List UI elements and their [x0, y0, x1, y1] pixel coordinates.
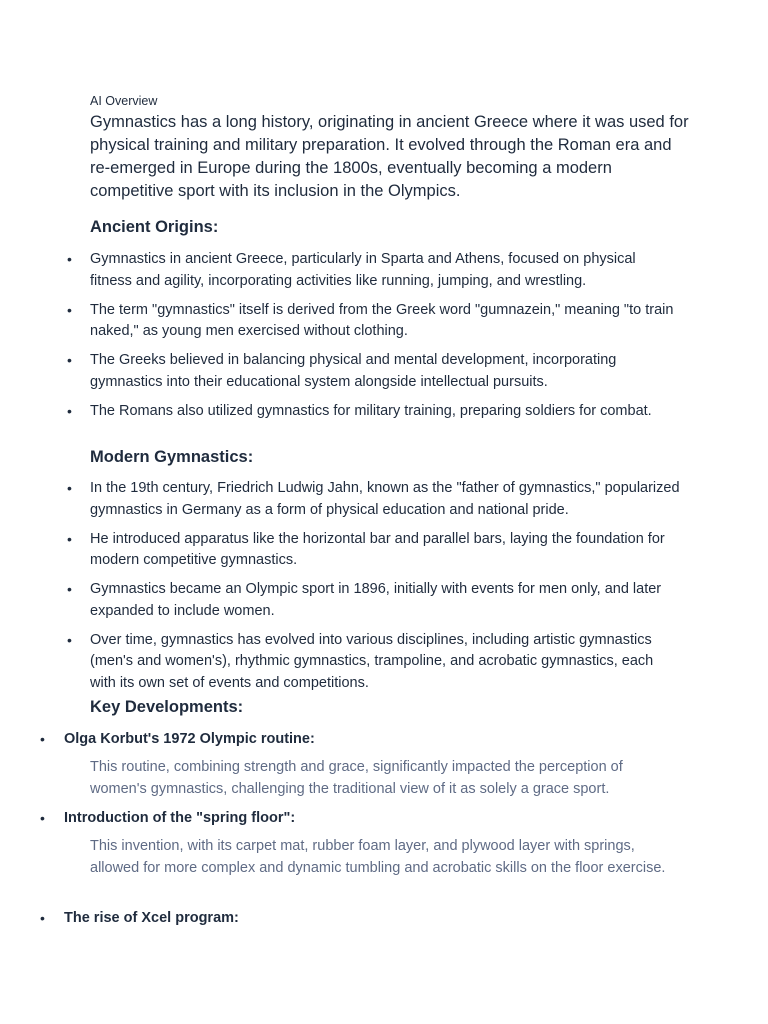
overview-intro-paragraph: Gymnastics has a long history, originating in ancient Greece where it was used for physical training and military preparation. It evolved through the Roman era and re-emerged in Europe during the 1800s, eventually becoming a modern competitive sport with its inclusion in the Olympics. — [90, 113, 689, 200]
modern-gymnastics-list — [0, 478, 768, 702]
key-development-title: Olga Korbut's 1972 Olympic routine: — [64, 731, 315, 747]
list-item — [0, 478, 768, 521]
bullet-icon: • — [67, 631, 72, 648]
ai-overview-label: AI Overview — [90, 94, 158, 108]
key-development-title: The rise of Xcel program: — [64, 910, 239, 926]
key-development-description: This invention, with its carpet mat, rubber foam layer, and plywood layer with springs, allowed for more complex and dynamic tumbling and acrobatic skills on the floor exercise. — [90, 838, 666, 876]
bullet-icon: • — [67, 352, 72, 368]
list-item — [0, 529, 768, 572]
bullet-icon: • — [40, 731, 45, 747]
list-item-text: Over time, gymnastics has evolved into various disciplines, including artistic gymnastics (men's and women's), rhythmic gymnastics, trampoline, and acrobatic gymnastics, each with its own set of events and competitions. — [90, 631, 654, 691]
list-item-text: He introduced apparatus like the horizontal bar and parallel bars, laying the foundation for modern competitive gymnastics. — [90, 530, 665, 568]
list-item — [0, 300, 768, 343]
bullet-icon: • — [67, 402, 72, 419]
bullet-icon: • — [40, 910, 45, 926]
heading-key-developments: Key Developments: — [90, 698, 244, 716]
list-item-text: The Romans also utilized gymnastics for military training, preparing soldiers for combat. — [90, 402, 652, 419]
list-item — [0, 350, 768, 393]
list-item — [0, 579, 768, 622]
list-item-text: The Greeks believed in balancing physical and mental development, incorporating gymnastics into their educational system alongside intellectual pursuits. — [90, 352, 617, 390]
list-item-text: The term "gymnastics" itself is derived from the Greek word "gumnazein," meaning "to train naked," as young men exercised without clothing. — [90, 301, 674, 339]
bullet-icon: • — [40, 810, 45, 826]
list-item — [0, 630, 768, 695]
list-item — [0, 401, 768, 423]
bullet-icon: • — [67, 581, 72, 597]
list-item-text: Gymnastics in ancient Greece, particularly in Sparta and Athens, focused on physical fitness and agility, incorporating activities like running, jumping, and wrestling. — [90, 251, 636, 289]
bullet-icon: • — [67, 480, 72, 496]
heading-modern-gymnastics: Modern Gymnastics: — [90, 448, 254, 466]
key-development-title: Introduction of the "spring floor": — [64, 810, 296, 826]
heading-ancient-origins: Ancient Origins: — [90, 218, 219, 236]
bullet-icon: • — [67, 530, 72, 547]
ancient-origins-list — [0, 249, 768, 430]
list-item-text: In the 19th century, Friedrich Ludwig Jahn, known as the "father of gymnastics," popularized gymnastics in Germany as a form of physical education and national pride. — [90, 480, 680, 518]
bullet-icon: • — [67, 251, 72, 267]
key-development-description: This routine, combining strength and grace, significantly impacted the perception of women's gymnastics, challenging the traditional view of it as solely a grace sport. — [90, 759, 623, 797]
list-item — [0, 249, 768, 292]
list-item-text: Gymnastics became an Olympic sport in 1896, initially with events for men only, and later expanded to include women. — [90, 581, 662, 619]
bullet-icon: • — [67, 301, 72, 318]
